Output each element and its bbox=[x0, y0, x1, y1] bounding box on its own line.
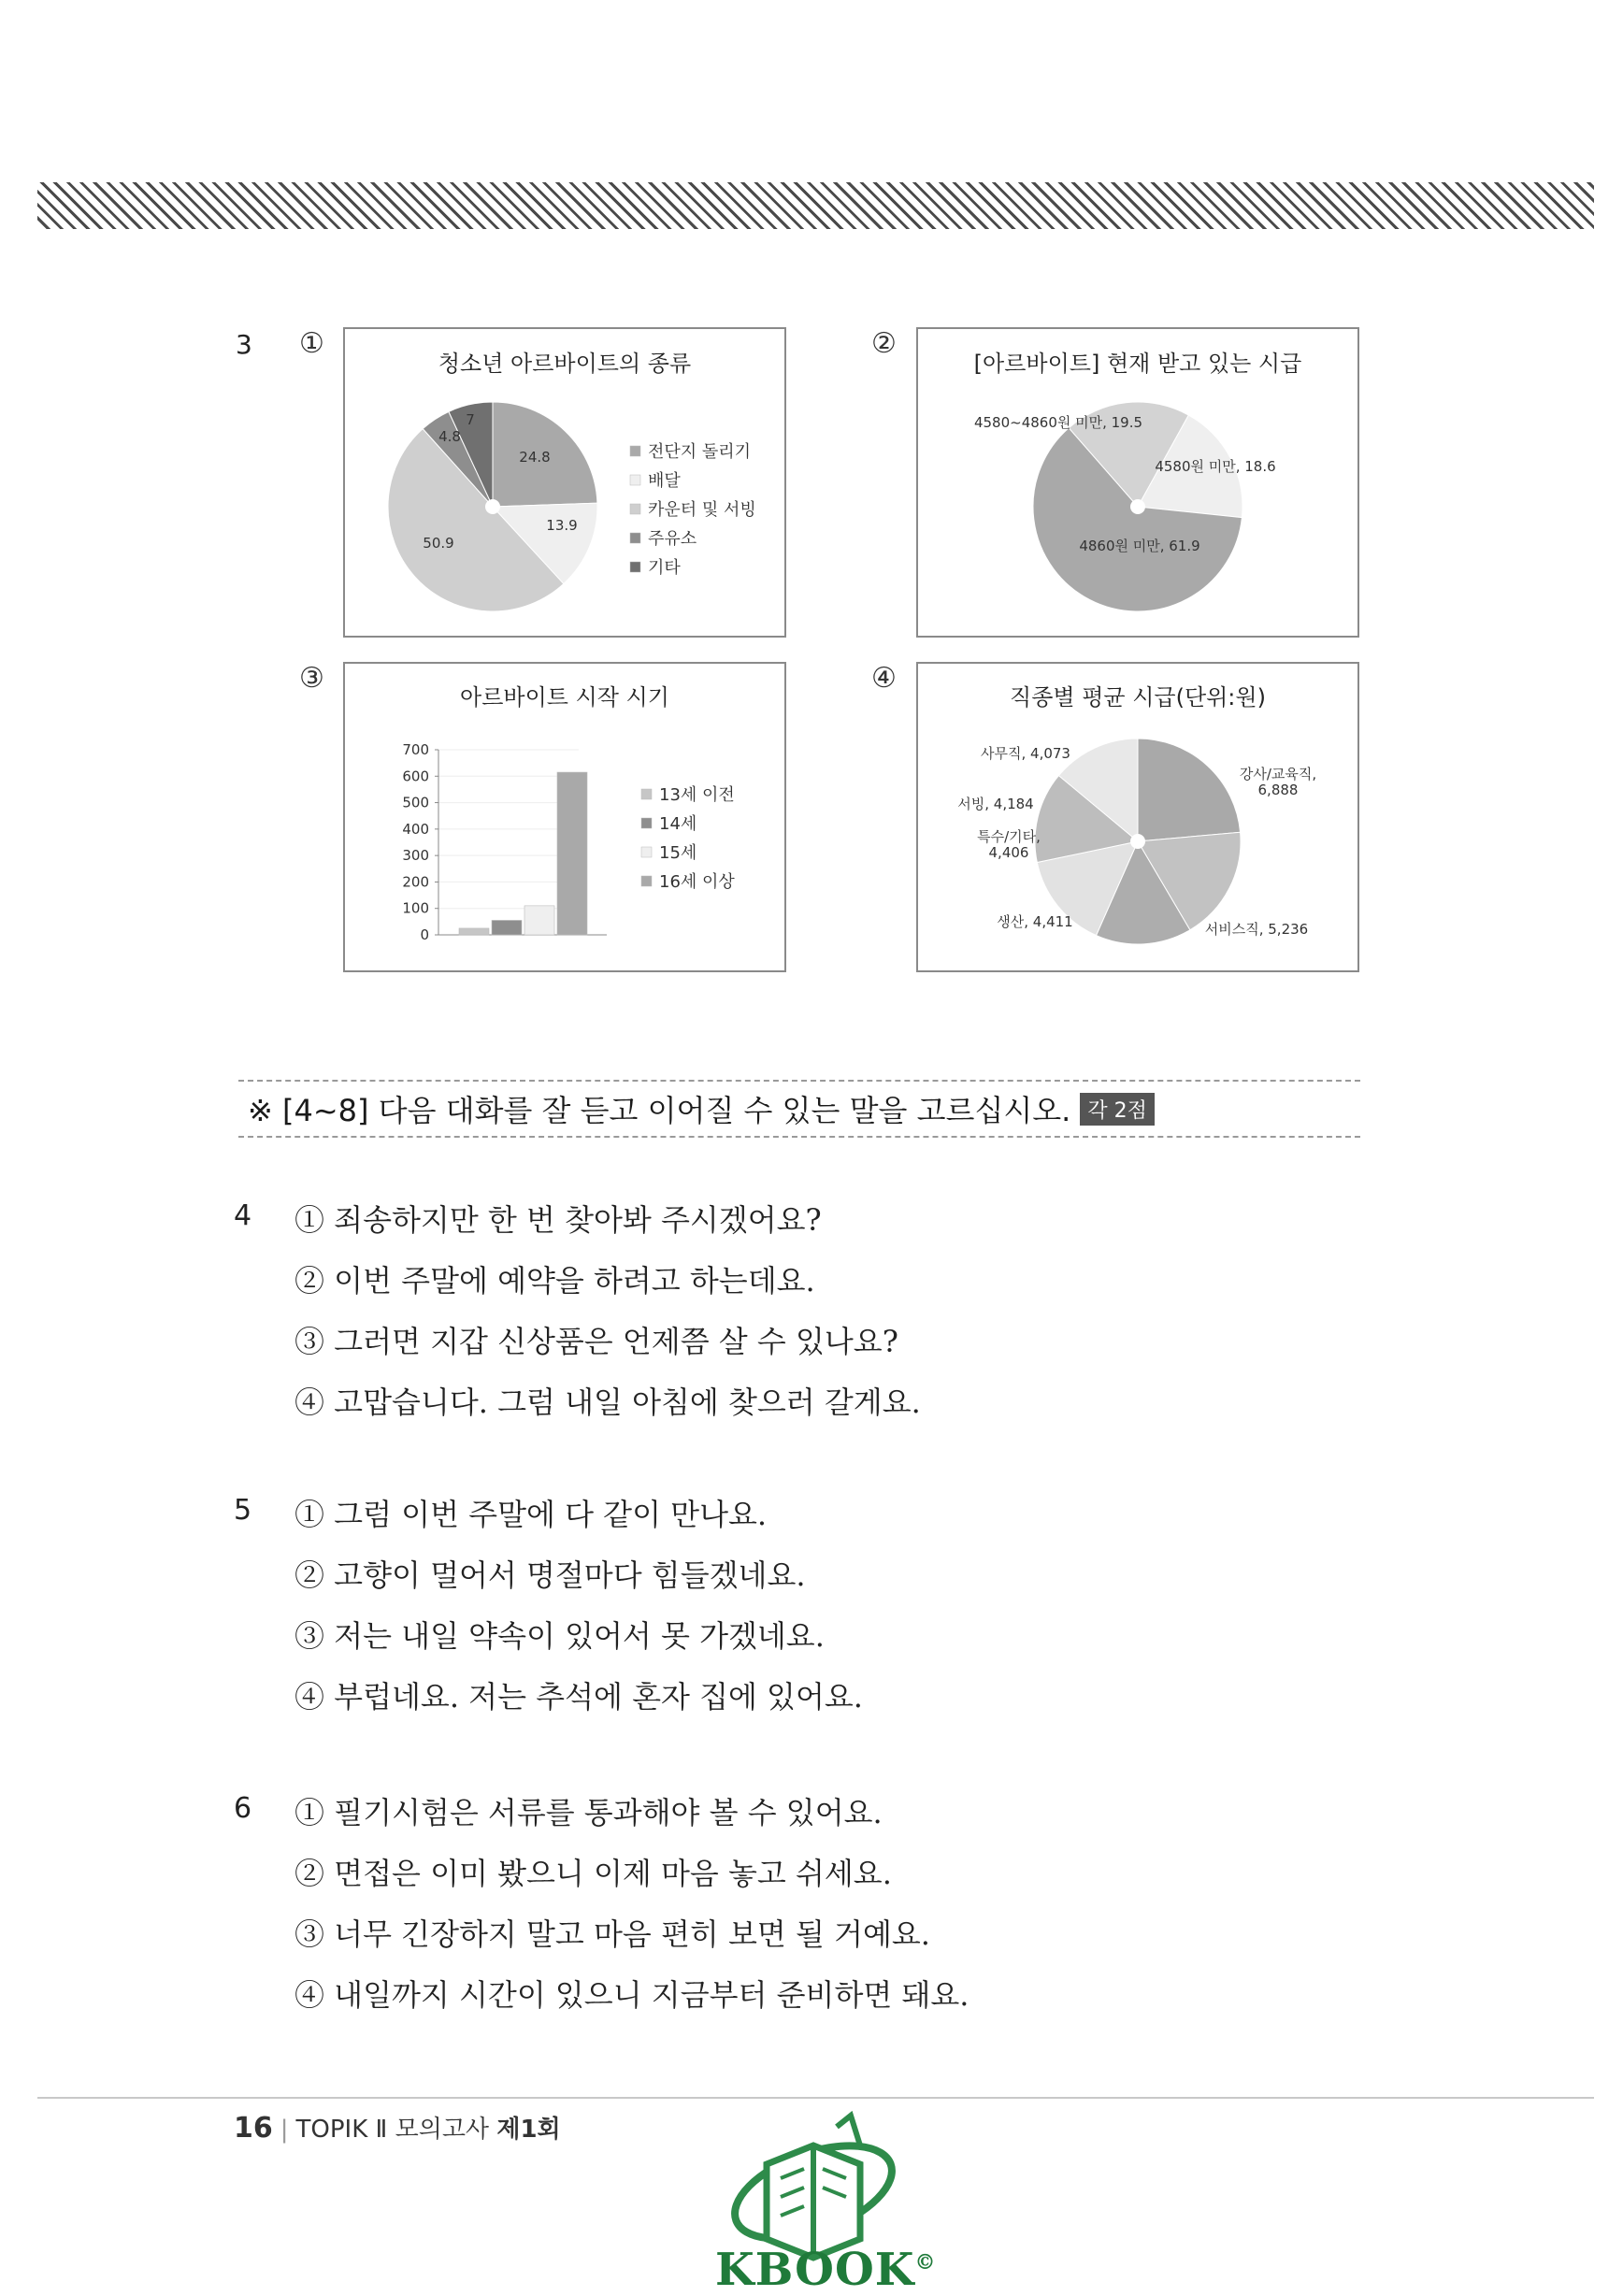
footer-divider bbox=[37, 2097, 1594, 2099]
chart-1-box bbox=[343, 327, 786, 638]
chart-3-legend-swatch-2 bbox=[641, 818, 652, 828]
question-4-option-2[interactable]: ② 이번 주말에 예약을 하려고 하는데요. bbox=[294, 1263, 815, 1299]
option-1-marker: ① bbox=[299, 327, 324, 360]
option-4-marker: ④ bbox=[871, 662, 897, 695]
chart-3-ytick-label-4: 300 bbox=[402, 847, 429, 865]
chart-1-legend-swatch-1 bbox=[630, 446, 640, 456]
copyright-mark: © bbox=[914, 2250, 937, 2274]
chart-2-svg bbox=[918, 329, 1357, 636]
chart-3-ytick-label-1: 0 bbox=[420, 926, 429, 943]
chart-4-data-label-3: 생산, 4,411 bbox=[997, 913, 1073, 930]
chart-3-svg bbox=[345, 664, 784, 970]
round-label: 제1회 bbox=[496, 2116, 561, 2144]
chart-3-ytick-label-2: 100 bbox=[402, 899, 429, 917]
chart-3-ytick-label-7: 600 bbox=[402, 768, 429, 785]
chart-1-legend-swatch-5 bbox=[630, 562, 640, 572]
question-5-option-3[interactable]: ③ 저는 내일 약속이 있어서 못 가겠네요. bbox=[294, 1618, 825, 1654]
chart-3-legend-label-4: 16세 이상 bbox=[659, 872, 735, 892]
chart-1-data-label-3: 50.9 bbox=[423, 535, 454, 552]
chart-3-bar-2 bbox=[492, 920, 522, 935]
chart-3-legend-swatch-3 bbox=[641, 847, 652, 857]
chart-1-legend-swatch-2 bbox=[630, 475, 640, 485]
chart-2-data-label-2: 4860원 미만, 61.9 bbox=[1079, 538, 1200, 554]
footer bbox=[234, 2110, 561, 2145]
book-title: TOPIK Ⅱ 모의고사 bbox=[295, 2116, 490, 2144]
chart-4-data-label-2: 서비스직, 5,236 bbox=[1204, 921, 1309, 938]
chart-1-legend-label-1: 전단지 돌리기 bbox=[648, 442, 752, 462]
chart-1-legend-swatch-3 bbox=[630, 504, 640, 514]
header-hatch-band bbox=[37, 182, 1594, 229]
chart-1-svg bbox=[345, 329, 784, 636]
question-6-option-4[interactable]: ④ 내일까지 시간이 있으니 지금부터 준비하면 돼요. bbox=[294, 1977, 969, 2013]
question-5-option-4[interactable]: ④ 부럽네요. 저는 추석에 혼자 집에 있어요. bbox=[294, 1679, 863, 1715]
chart-2-title: [아르바이트] 현재 받고 있는 시급 bbox=[973, 351, 1302, 377]
chart-2-hole bbox=[1130, 499, 1145, 514]
question-4-option-4[interactable]: ④ 고맙습니다. 그럼 내일 아침에 찾으러 갈게요. bbox=[294, 1385, 921, 1420]
chart-2-box bbox=[916, 327, 1359, 638]
question-4-option-3[interactable]: ③ 그러면 지갑 신상품은 언제쯤 살 수 있나요? bbox=[294, 1324, 898, 1359]
section-header bbox=[238, 1080, 1360, 1138]
chart-3-legend-swatch-4 bbox=[641, 876, 652, 886]
footer-separator: | bbox=[280, 2116, 289, 2144]
chart-3-ytick-label-8: 700 bbox=[402, 741, 429, 758]
chart-1-data-label-1: 24.8 bbox=[519, 449, 551, 466]
chart-1-data-label-5: 7 bbox=[466, 411, 475, 428]
chart-1-legend-swatch-4 bbox=[630, 533, 640, 543]
chart-1-legend-label-2: 배달 bbox=[648, 471, 681, 491]
chart-3-box bbox=[343, 662, 786, 972]
chart-3-bar-1 bbox=[459, 928, 489, 935]
chart-4-svg bbox=[918, 664, 1357, 970]
chart-4-slice-1 bbox=[1138, 739, 1241, 841]
chart-4-data-label-4: 특수/기타, 4,406 bbox=[977, 828, 1041, 861]
question-6-option-1[interactable]: ① 필기시험은 서류를 통과해야 볼 수 있어요. bbox=[294, 1795, 883, 1830]
chart-1-data-label-4: 4.8 bbox=[438, 428, 461, 445]
chart-4-box bbox=[916, 662, 1359, 972]
section-instruction bbox=[248, 1087, 1155, 1130]
option-3-marker: ③ bbox=[299, 662, 324, 695]
question-5-number: 5 bbox=[234, 1494, 252, 1527]
chart-1-data-label-2: 13.9 bbox=[546, 517, 578, 534]
question-6-option-2[interactable]: ② 면접은 이미 봤으니 이제 마음 놓고 쉬세요. bbox=[294, 1856, 892, 1891]
chart-3-title: 아르바이트 시작 시기 bbox=[460, 684, 669, 710]
question-5-option-1[interactable]: ① 그럼 이번 주말에 다 같이 만나요. bbox=[294, 1497, 768, 1532]
page-number: 16 bbox=[234, 2112, 273, 2145]
kbook-wordmark: KBOOK bbox=[715, 2244, 915, 2296]
kbook-logo-text bbox=[715, 2244, 937, 2296]
chart-3-bar-3 bbox=[524, 906, 554, 935]
chart-3-legend-label-1: 13세 이전 bbox=[659, 785, 735, 805]
section-instruction-text: ※ [4~8] 다음 대화를 잘 듣고 이어질 수 있는 말을 고르십시오. bbox=[248, 1093, 1071, 1128]
option-2-marker: ② bbox=[871, 327, 897, 360]
chart-3-legend-label-2: 14세 bbox=[659, 814, 697, 834]
chart-1-hole bbox=[485, 499, 500, 514]
chart-3-legend-swatch-1 bbox=[641, 789, 652, 799]
chart-3-legend-label-3: 15세 bbox=[659, 843, 697, 863]
question-4-number: 4 bbox=[234, 1199, 252, 1232]
chart-3-bar-4 bbox=[557, 772, 587, 935]
chart-4-data-label-5: 서빙, 4,184 bbox=[957, 796, 1034, 812]
question-4-option-1[interactable]: ① 죄송하지만 한 번 찾아봐 주시겠어요? bbox=[294, 1202, 822, 1238]
question-6-number: 6 bbox=[234, 1792, 252, 1825]
chart-1-title: 청소년 아르바이트의 종류 bbox=[438, 351, 692, 377]
chart-2-data-label-1: 4580원 미만, 18.6 bbox=[1155, 458, 1276, 475]
chart-4-hole bbox=[1130, 834, 1145, 849]
question-6-option-3[interactable]: ③ 너무 긴장하지 말고 마음 편히 보면 될 거예요. bbox=[294, 1916, 930, 1952]
chart-3-ytick-label-3: 200 bbox=[402, 873, 429, 891]
points-badge: 각 2점 bbox=[1080, 1093, 1155, 1126]
chart-4-title: 직종별 평균 시급(단위:원) bbox=[1010, 684, 1266, 710]
question-3-number: 3 bbox=[236, 329, 252, 360]
chart-1-legend-label-5: 기타 bbox=[648, 558, 681, 578]
chart-4-data-label-1: 강사/교육직, 6,888 bbox=[1239, 766, 1317, 798]
chart-3-ytick-label-5: 400 bbox=[402, 820, 429, 838]
chart-1-legend-label-3: 카운터 및 서빙 bbox=[648, 500, 756, 520]
question-5-option-2[interactable]: ② 고향이 멀어서 명절마다 힘들겠네요. bbox=[294, 1557, 806, 1593]
chart-3-ytick-label-6: 500 bbox=[402, 794, 429, 811]
chart-4-data-label-6: 사무직, 4,073 bbox=[981, 745, 1070, 762]
chart-1-legend-label-4: 주유소 bbox=[648, 529, 697, 549]
chart-2-data-label-3: 4580~4860원 미만, 19.5 bbox=[973, 414, 1143, 431]
